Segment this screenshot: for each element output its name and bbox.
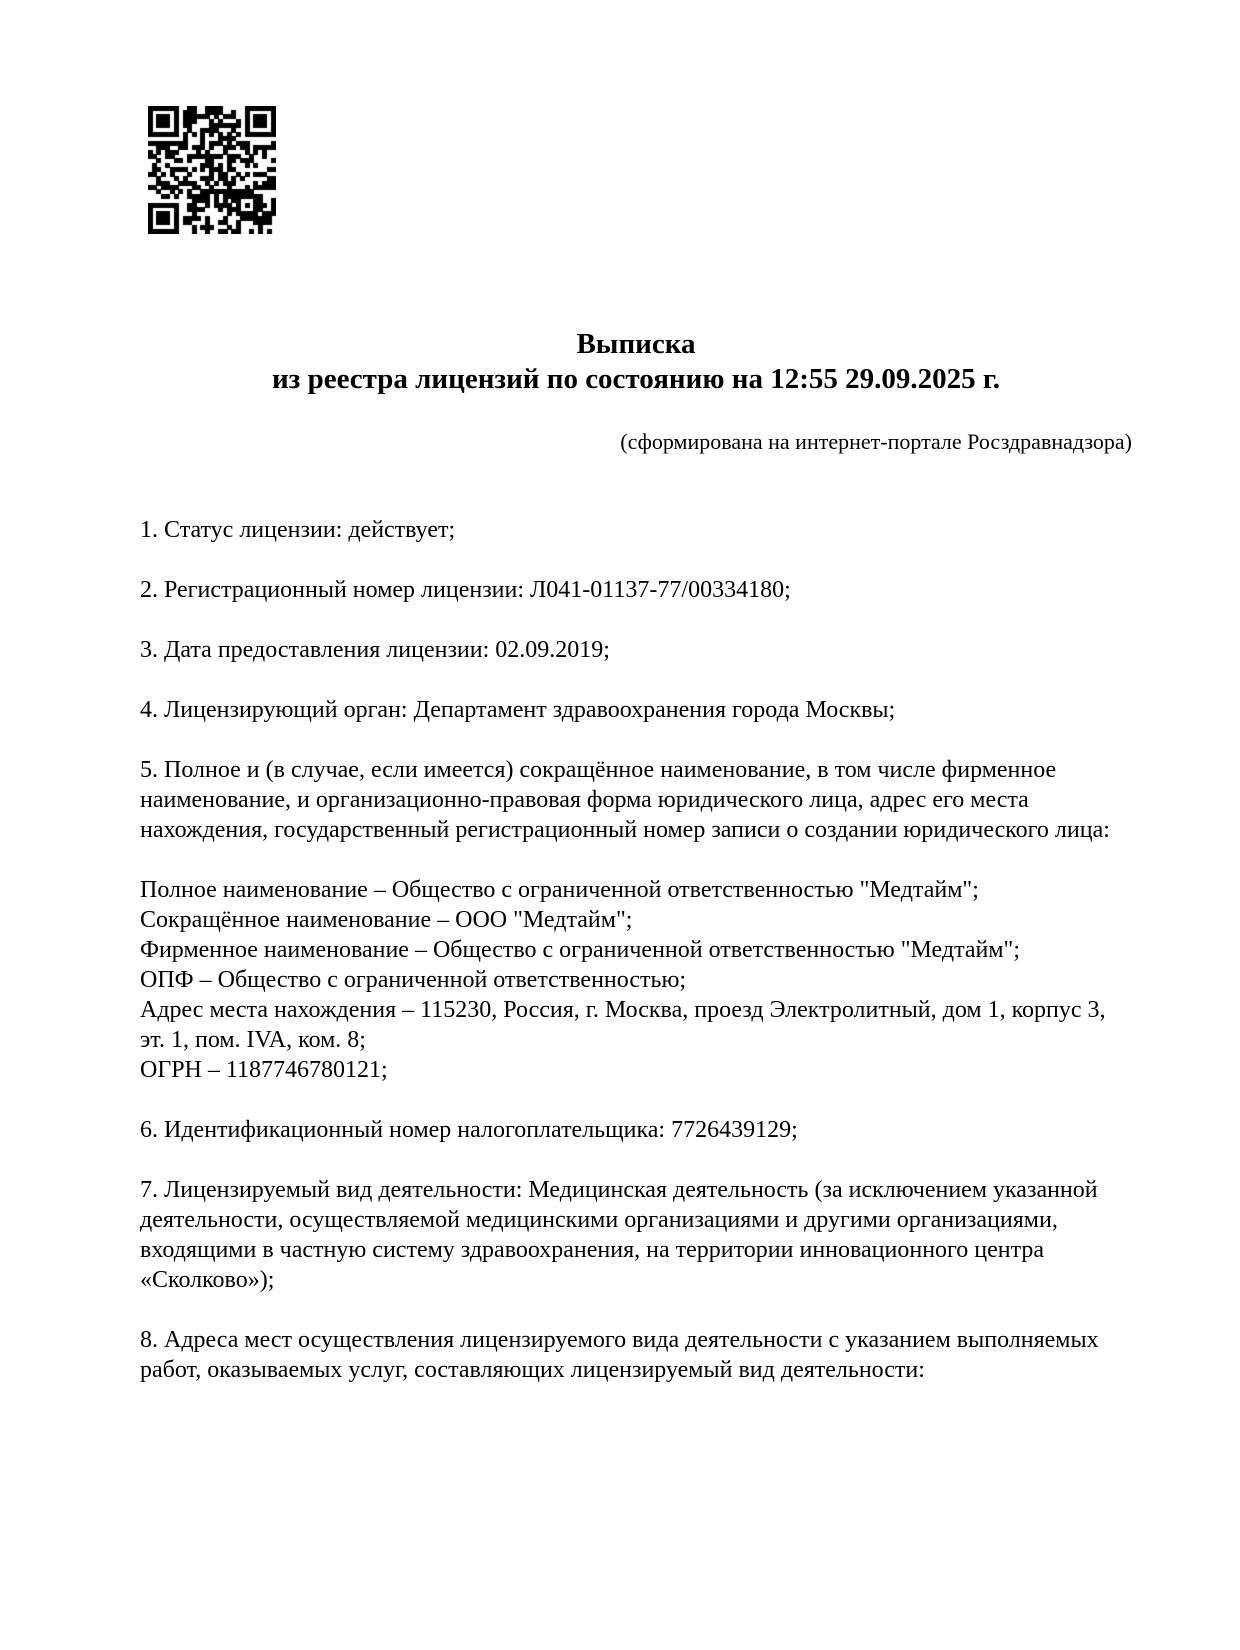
item-registration-number: 2. Регистрационный номер лицензии: Л041-01137-77/00334180; [140,577,791,603]
item-activity-type: 7. Лицензируемый вид деятельности: Медицинская деятельность (за исключением указанной деятельности, осуществляемой медицинскими организациями и другими организациями, входящими в частную систему здравоохранения, на территории инновационного центра «Сколково»); [140,1177,1098,1293]
document-title [140,327,1132,397]
org-brand-name: Фирменное наименование – Общество с ограниченной ответственностью "Медтайм"; [140,937,1020,963]
document-body [140,515,1132,1385]
document-content [140,0,1132,1415]
org-short-name: Сокращённое наименование – ООО "Медтайм"; [140,907,633,933]
item-org-info-intro: 5. Полное и (в случае, если имеется) сокращённое наименование, в том числе фирменное наименование, и организационно-правовая форма юридического лица, адрес его места нахождения, государственный регистрационный номер записи о создании юридического лица: [140,757,1110,843]
item-grant-date: 3. Дата предоставления лицензии: 02.09.2019; [140,637,610,663]
document-title-line1: Выписка [576,328,696,360]
item-licensing-authority: 4. Лицензирующий орган: Департамент здравоохранения города Москвы; [140,697,896,723]
document-subtitle: (сформирована на интернет-портале Росздравнадзора) [620,429,1132,454]
item-license-status: 1. Статус лицензии: действует; [140,517,456,543]
item-addresses-intro: 8. Адреса мест осуществления лицензируемого вида деятельности с указанием выполняемых работ, оказываемых услуг, составляющих лицензируемый вид деятельности: [140,1327,1099,1383]
org-details-block [140,875,1132,1085]
document-title-line2: из реестра лицензий по состоянию на 12:55 29.09.2025 г. [271,363,1001,395]
org-address: Адрес места нахождения – 115230, Россия, г. Москва, проезд Электролитный, дом 1, корпус 3, эт. 1, пом. IVA, ком. 8; [140,997,1106,1053]
org-full-name: Полное наименование – Общество с ограниченной ответственностью "Медтайм"; [140,877,979,903]
org-legal-form: ОПФ – Общество с ограниченной ответственностью; [140,967,687,993]
item-taxpayer-number: 6. Идентификационный номер налогоплательщика: 7726439129; [140,1117,798,1143]
org-ogrn: ОГРН – 1187746780121; [140,1057,388,1083]
